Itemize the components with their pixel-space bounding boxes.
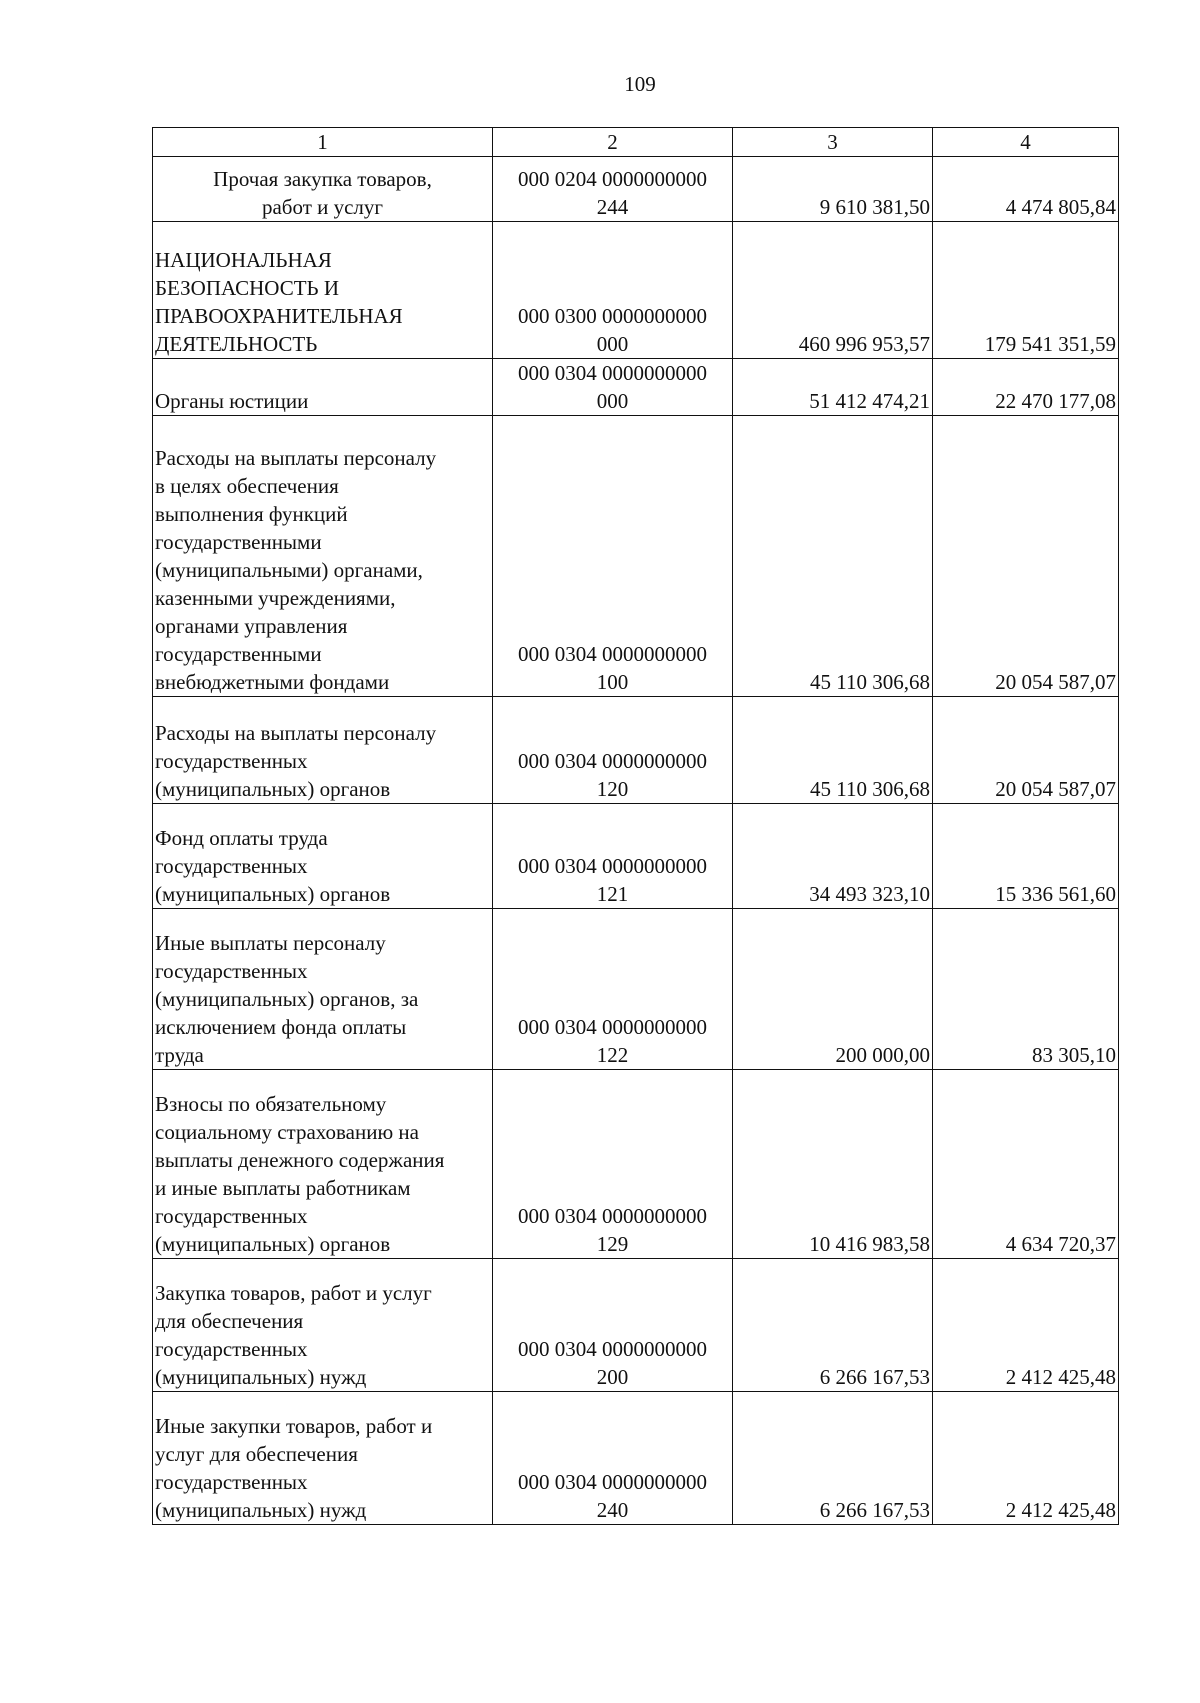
column-header-4: 4 [933, 128, 1119, 157]
row-name-line: работ и услуг [261, 195, 384, 219]
row-code-line: 121 [596, 882, 629, 906]
row-name-line: государственных [155, 1337, 308, 1361]
row-code [493, 359, 733, 416]
row-name-line: Иные закупки товаров, работ и [155, 1414, 433, 1438]
row-name-line: социальному страхованию на [155, 1120, 419, 1144]
row-name-line: БЕЗОПАСНОСТЬ И [155, 276, 340, 300]
row-value-col4: 2 412 425,48 [933, 1392, 1119, 1525]
row-name-line: государственных [155, 854, 308, 878]
row-code-line: 120 [596, 777, 629, 801]
table-row [153, 222, 1119, 359]
row-code-line: 100 [596, 670, 629, 694]
row-name-line: труда [155, 1043, 204, 1067]
row-name-line: НАЦИОНАЛЬНАЯ [155, 248, 332, 272]
row-code [493, 909, 733, 1070]
row-code [493, 697, 733, 804]
row-name-line: Органы юстиции [155, 389, 309, 413]
row-code [493, 1259, 733, 1392]
row-code [493, 804, 733, 909]
row-name [153, 222, 493, 359]
row-name-line: выплаты денежного содержания [155, 1148, 445, 1172]
row-name-line: ДЕЯТЕЛЬНОСТЬ [155, 332, 318, 356]
row-name-line: государственных [155, 959, 308, 983]
row-name-line: казенными учреждениями, [155, 586, 396, 610]
table-row [153, 416, 1119, 697]
row-name-line: государственных [155, 1470, 308, 1494]
row-name-line: услуг для обеспечения [155, 1442, 358, 1466]
row-value-col4: 179 541 351,59 [933, 222, 1119, 359]
table-body [153, 157, 1119, 1525]
row-name [153, 359, 493, 416]
row-name [153, 157, 493, 222]
row-name-line: исключением фонда оплаты [155, 1015, 407, 1039]
row-name-line: в целях обеспечения [155, 474, 339, 498]
row-name-line: Взносы по обязательному [155, 1092, 387, 1116]
row-code-line: 000 0300 0000000000 [518, 304, 707, 328]
row-name [153, 416, 493, 697]
row-code-line: 240 [596, 1498, 629, 1522]
row-code-line: 200 [596, 1365, 629, 1389]
row-value-col3: 45 110 306,68 [733, 416, 933, 697]
row-code-line: 000 0304 0000000000 [518, 1470, 707, 1494]
row-code [493, 416, 733, 697]
row-name-line: (муниципальных) нужд [155, 1498, 367, 1522]
row-code-line: 000 0304 0000000000 [518, 1337, 707, 1361]
row-name-line: Иные выплаты персоналу [155, 931, 386, 955]
row-name-line: Расходы на выплаты персоналу [155, 446, 437, 470]
row-value-col3: 51 412 474,21 [733, 359, 933, 416]
row-value-col4: 22 470 177,08 [933, 359, 1119, 416]
row-name-line: органами управления [155, 614, 348, 638]
row-code [493, 1070, 733, 1259]
row-code-line: 000 0304 0000000000 [518, 749, 707, 773]
row-value-col4: 2 412 425,48 [933, 1259, 1119, 1392]
row-code [493, 157, 733, 222]
row-value-col3: 34 493 323,10 [733, 804, 933, 909]
table-row [153, 1392, 1119, 1525]
row-name-line: ПРАВООХРАНИТЕЛЬНАЯ [155, 304, 403, 328]
row-code-line: 000 0204 0000000000 [518, 167, 707, 191]
row-code-line: 129 [596, 1232, 629, 1256]
table-row [153, 1259, 1119, 1392]
row-name [153, 1259, 493, 1392]
table-row [153, 697, 1119, 804]
row-code-line: 244 [596, 195, 629, 219]
row-name-line: государственных [155, 749, 308, 773]
column-header-2: 2 [493, 128, 733, 157]
row-name-line: (муниципальных) органов, за [155, 987, 419, 1011]
table-row [153, 359, 1119, 416]
row-name-line: (муниципальных) органов [155, 882, 391, 906]
row-value-col4: 83 305,10 [933, 909, 1119, 1070]
row-value-col4: 4 474 805,84 [933, 157, 1119, 222]
row-name-line: Расходы на выплаты персоналу [155, 721, 437, 745]
row-value-col4: 20 054 587,07 [933, 697, 1119, 804]
header-row [153, 128, 1119, 157]
row-name-line: Фонд оплаты труда [155, 826, 328, 850]
row-name-line: Закупка товаров, работ и услуг [155, 1281, 432, 1305]
row-value-col3: 200 000,00 [733, 909, 933, 1070]
table-row [153, 804, 1119, 909]
row-name [153, 1070, 493, 1259]
row-code-line: 000 0304 0000000000 [518, 1015, 707, 1039]
row-code-line: 000 0304 0000000000 [518, 854, 707, 878]
table-row [153, 909, 1119, 1070]
row-code-line: 000 [596, 332, 629, 356]
row-name [153, 909, 493, 1070]
row-code-line: 000 [596, 389, 629, 413]
row-name-line: выполнения функций [155, 502, 348, 526]
row-name-line: (муниципальными) органами, [155, 558, 423, 582]
row-value-col3: 10 416 983,58 [733, 1070, 933, 1259]
row-value-col4: 20 054 587,07 [933, 416, 1119, 697]
row-value-col4: 4 634 720,37 [933, 1070, 1119, 1259]
row-value-col3: 6 266 167,53 [733, 1259, 933, 1392]
row-code-line: 000 0304 0000000000 [518, 642, 707, 666]
table-row [153, 1070, 1119, 1259]
row-name [153, 1392, 493, 1525]
row-code [493, 222, 733, 359]
row-code [493, 1392, 733, 1525]
row-code-line: 000 0304 0000000000 [518, 361, 707, 385]
row-value-col3: 9 610 381,50 [733, 157, 933, 222]
row-name-line: государственными [155, 642, 322, 666]
column-header-1: 1 [153, 128, 493, 157]
row-name-line: (муниципальных) органов [155, 1232, 391, 1256]
page-number: 109 [624, 72, 656, 96]
row-code-line: 000 0304 0000000000 [518, 1204, 707, 1228]
row-name-line: для обеспечения [155, 1309, 304, 1333]
row-value-col4: 15 336 561,60 [933, 804, 1119, 909]
row-name-line: (муниципальных) органов [155, 777, 391, 801]
table-row [153, 157, 1119, 222]
row-value-col3: 460 996 953,57 [733, 222, 933, 359]
row-name-line: государственных [155, 1204, 308, 1228]
row-name [153, 697, 493, 804]
row-name [153, 804, 493, 909]
column-header-3: 3 [733, 128, 933, 157]
row-name-line: Прочая закупка товаров, [213, 167, 432, 191]
row-value-col3: 45 110 306,68 [733, 697, 933, 804]
row-name-line: внебюджетными фондами [155, 670, 390, 694]
budget-table [152, 127, 1119, 1525]
row-code-line: 122 [596, 1043, 629, 1067]
row-value-col3: 6 266 167,53 [733, 1392, 933, 1525]
row-name-line: государственными [155, 530, 322, 554]
row-name-line: и иные выплаты работникам [155, 1176, 411, 1200]
row-name-line: (муниципальных) нужд [155, 1365, 367, 1389]
